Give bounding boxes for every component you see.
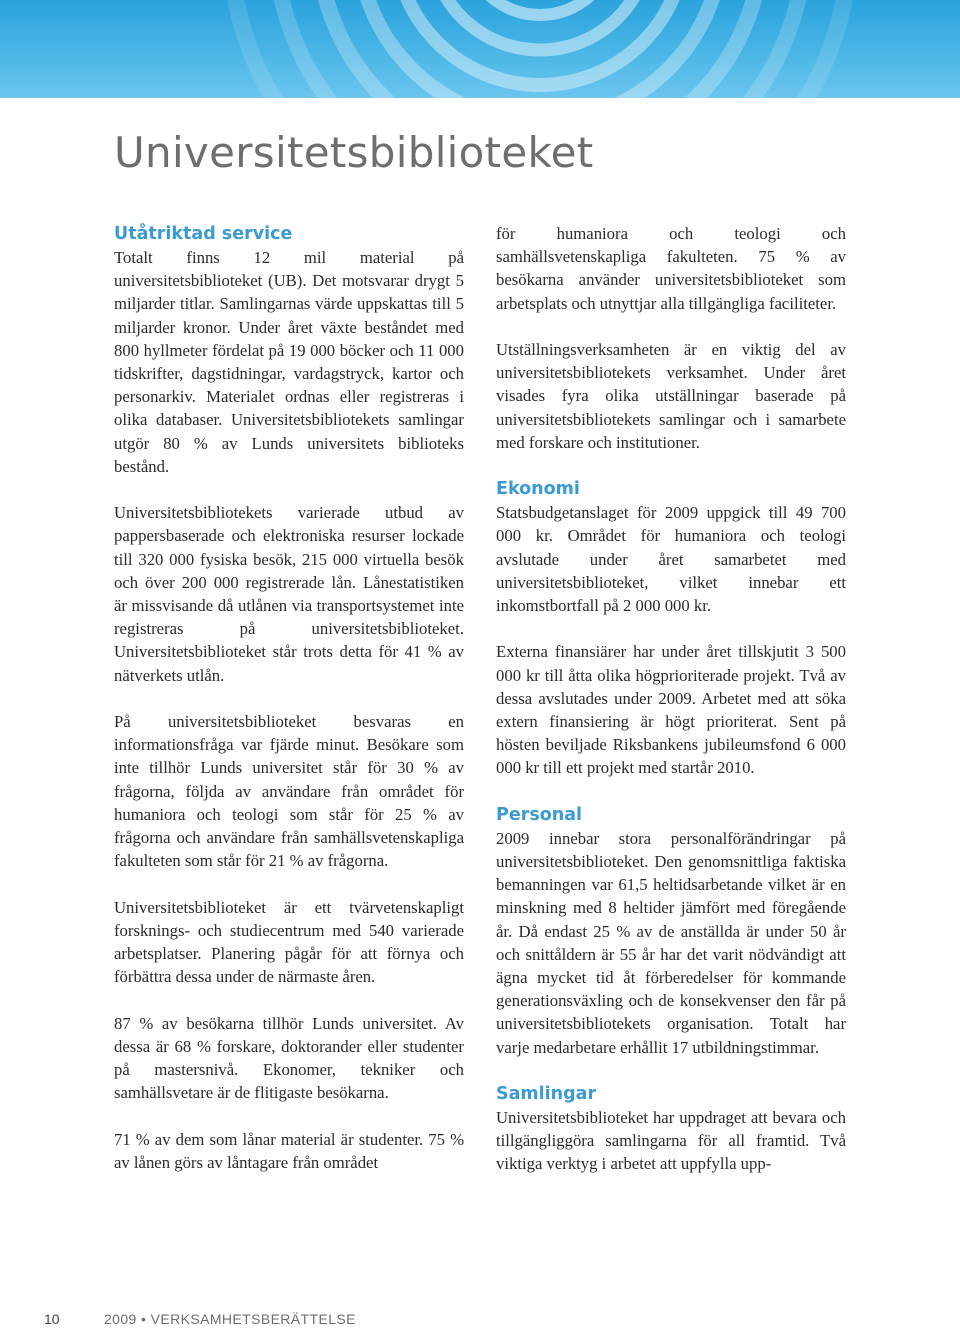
section-heading-ekonomi: Ekonomi xyxy=(496,479,580,500)
paragraph: Universitetsbiblioteket är ett tvärvetenskapligt forsknings- och studiecentrum med 540 varierade arbetsplatser. Planering pågår för att förnya och förbättra dessa under de närmaste åren. xyxy=(114,897,464,987)
paragraph: Totalt finns 12 mil material på universitetsbiblioteket (UB). Det motsvarar drygt 5 miljarder titlar. Samlingarnas värde uppskattas till 5 miljarder kronor. Under året växte beståndet med 800 hyllmeter fördelat på 19 000 böcker och 11 000 tidskrifter, dagstidningar, vardagstryck, kartor och personarkiv. Materialet ordnas eller registreras i olika databaser. Universitetsbibliotekets samlingar utgör 80 % av Lunds universitets biblioteks bestånd. xyxy=(114,248,464,476)
report-label: 2009 • VERKSAMHETSBERÄTTELSE xyxy=(104,1311,356,1327)
paragraph: Statsbudgetanslaget för 2009 uppgick till 49 700 000 kr. Området för humaniora och teologi avslutade under året samarbetet med universitetsbiblioteket, vilket innebar ett inkomstbortfall på 2 000 000 kr. xyxy=(496,503,846,616)
page-footer xyxy=(0,1311,960,1329)
section-heading-personal: Personal xyxy=(496,804,583,825)
paragraph: 2009 innebar stora personalförändringar på universitetsbiblioteket. Den genomsnittliga faktiska bemanningen var 61,5 heltidsarbetande vilket är en minskning med 8 heltider jämfört med föregående år. Då endast 25 % av de anställda är under 50 år och snittåldern är 55 år har det varit nödvändigt att ägna mycket tid åt förberedelser för kommande generationsväxling och de konsekvenser den får på universitetsbibliotekets organisation. Totalt har varje medarbetare erhållit 17 utbildningstimmar. xyxy=(496,828,846,1057)
section-heading-utatriktad-service: Utåtriktad service xyxy=(114,224,293,244)
paragraph: 87 % av besökarna tillhör Lunds universitet. Av dessa är 68 % forskare, doktorander eller studenter på mastersnivå. Ekonomer, tekniker och samhällsvetare är de flitigaste besökarna. xyxy=(114,1013,464,1103)
right-column xyxy=(496,222,846,1199)
paragraph: Universitetsbibliotekets varierade utbud av pappersbaserade och elektroniska resurser lockade till 320 000 fysiska besök, 215 000 virtuella besök och över 200 000 registrerade lån. Lånestatistiken är missvisande då utlånen via transportsystemet inte registreras på universitetsbiblioteket. Universitetsbiblioteket står trots detta för 41 % av nätverkets utlån. xyxy=(114,503,464,685)
paragraph: 71 % av dem som lånar material är studenter. 75 % av lånen görs av låntagare från området xyxy=(114,1129,464,1172)
paragraph: Universitetsbiblioteket har uppdraget att bevara och tillgängliggöra samlingarna för all framtid. Två viktiga verktyg i arbetet att uppfylla upp- xyxy=(496,1108,846,1174)
page-number: 10 xyxy=(44,1311,60,1327)
paragraph: Utställningsverksamheten är en viktig del av universitetsbibliotekets verksamhet. Under året visades fyra olika utställningar baserade på universitetsbibliotekets samlingar och i samarbete med forskare och institutioner. xyxy=(496,340,846,452)
paragraph: På universitetsbiblioteket besvaras en informationsfråga var fjärde minut. Besökare som inte tillhör Lunds universitet står för 30 % av frågorna, följda av användare från området för humaniora och teologi som står för 25 % av frågorna och användare från samhällsvetenskapliga fakulteten som står för 21 % av frågorna. xyxy=(114,712,464,871)
header-banner xyxy=(0,0,960,98)
page-title: Universitetsbiblioteket xyxy=(114,128,594,177)
left-column xyxy=(114,222,464,1197)
paragraph: för humaniora och teologi och samhällsvetenskapliga fakulteten. 75 % av besökarna använder universitetsbiblioteket som arbetsplats och utnyttjar alla tillgängliga faciliteter. xyxy=(496,224,846,313)
section-heading-samlingar: Samlingar xyxy=(496,1084,597,1105)
ripple-pattern xyxy=(0,0,960,98)
paragraph: Externa finansiärer har under året tillskjutit 3 500 000 kr till åtta olika högprioriterade projekt. Två av dessa avslutades under 2009. Arbetet med att söka extern finansiering är högt prioriterat. Sent på hösten beviljade Riksbankens jubileumsfond 6 000 000 kr till ett projekt med startår 2010. xyxy=(496,642,846,778)
